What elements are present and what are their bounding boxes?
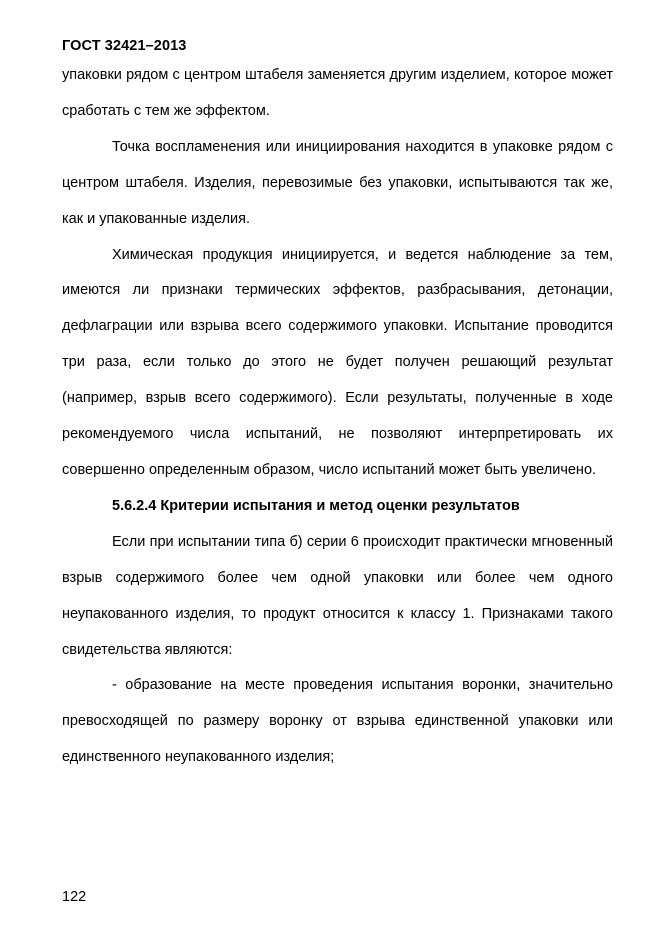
paragraph-initiation: Химическая продукция инициируется, и ведется наблюдение за тем, имеются ли признаки термических эффектов, разбрасывания, детонации, дефлаграции или взрыва всего содержимого упаковки. Испытание проводится три раза, если только до этого не будет получен решающий результат (например, взрыв всего содержимого). Если результаты, полученные в ходе рекомендуемого числа испытаний, не позволяют интерпретировать их совершенно определенным образом, число испытаний может быть увеличено. (62, 246, 613, 478)
paragraph-ignition-point: Точка воспламенения или инициирования находится в упаковке рядом с центром штабеля. Изделия, перевозимые без упаковки, испытываются так же, как и упакованные изделия. (62, 138, 613, 227)
list-item-crater: - образование на месте проведения испытания воронки, значительно превосходящей по размеру воронку от взрыва единственной упаковки или единственного неупакованного изделия; (62, 677, 613, 766)
paragraph-criteria: Если при испытании типа б) серии 6 происходит практически мгновенный взрыв содержимого более чем одной упаковки или более чем одного неупакованного изделия, то продукт относится к классу 1. Признаками такого свидетельства являются: (62, 533, 613, 658)
paragraph-continuation: упаковки рядом с центром штабеля заменяется другим изделием, которое может сработать с тем же эффектом. (62, 67, 613, 119)
page-number: 122 (62, 889, 87, 905)
document-header: ГОСТ 32421–2013 (62, 38, 187, 54)
document-body (62, 58, 613, 776)
section-heading: 5.6.2.4 Критерии испытания и метод оценки результатов (112, 497, 520, 514)
